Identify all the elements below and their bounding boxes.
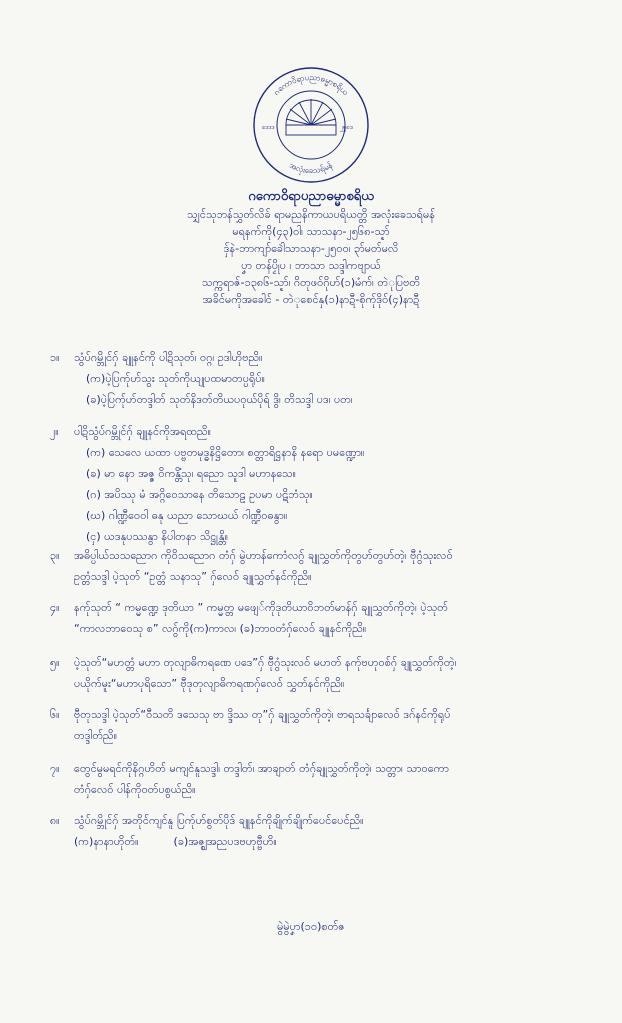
seal-right-text: ၂၅၈ဒ [340, 124, 353, 131]
question-subline: (က) သေလေ ယထာ ပဗ္ဗတမုဒ္ဓနိဋ္ဌိတော၊ စတ္တာရိဋ္ဌနာနိ နရော ပမဏ္ဍော။ [86, 446, 365, 459]
question-subline: ဥတ္တံသဒ္ဒါ ပဲ့သုတ် “ဥတ္တံ သနာသု” ဂှ်လေဝ် ချူသွှတ်နင်ကိုညိ။ [74, 570, 312, 583]
closing-note: မွဲမွဲပၞာ(၁၀)စတ်ဇ [277, 920, 345, 933]
header-line-4: ပၞာ တန်ပၟိုပ ၊ ဘာသာ သဒ္ဒါကဗျာယ် [241, 259, 381, 272]
question-text: နက်ုသုတ် “ ကမ္မဏ္ဍေ ဒုတိယာ ” ကမ္မတ္တ မဖျေ်ကိုဒုတိယာဝိဘတ်မာန်ဂှ် ချူသွှတ်ကိုတဲ့၊ ပဲ့သုတ် [74, 601, 448, 614]
question-text: ပဲ့သုတ်“မဟတ္တံ မဟာ တုလျာဓိကရဏေ ပဒေ”ဂှ် ဗီုဂွံသုးလဝ် မဟတ် နက်ုဗဟုဝစ်ဂှ် ချူသွှတ်ကိုတဲ့၊ [74, 656, 457, 669]
svg-text:အလုံးခေသရ်မန် [288, 159, 336, 177]
question-subline: “ကာလဘာဝေသု စ” လဂွ်ကို(က)ကာလ၊ (ခ)ဘာဝတံဂှ်လေဝ် ချူနင်ကိုညိ။ [74, 622, 367, 635]
question-number: ၁။ [50, 351, 60, 364]
header-line-5: သက္ကရာဇ်-၁၃၈၆-သ္ဍာ်၊ ဂိတုဖဝ်ဂိုဟ်(၁)မံက်၊ တဲုပြဗတိ [201, 276, 421, 289]
question-number: ၆။ [50, 708, 60, 721]
question-subline: (ငှ) ယဒနုပဿနွာ နိပါတနာ သိဋ္ဌုန္တိ။ [86, 530, 229, 543]
question-text: ဗီုတုသဒ္ဒါ ပဲ့သုတ်“ဝီသတိ ဒသေသု ဗာ ဒ္ဒိဿ တု”ဂှ် ချူသွှတ်ကိုတဲ့၊ ဗာရသင်္ချာလေဝ် ဒဂ်နင်ကိုရုပ် [74, 708, 451, 721]
seal-left-text: ဒေဒဒ [262, 124, 275, 131]
question-number: ၅။ [50, 656, 60, 669]
question-number: ၇။ [50, 762, 60, 775]
question-subline: (ခ) မာ နော အဇ္ဇ ဝိကန္တိံသု၊ ရညော သူဒါ မဟာနသေ။ [86, 467, 296, 480]
question-subline: (က)နာနာဟိုတ်။ (ခ)အဇ္ဈအညပဒဗဟုဗ္ဗီဟိ။ [74, 835, 277, 848]
question-subline: ပယိုက်မူး“မဟာပုရိသော” ဗီုဒုတုလျာဓိကရဏဂှ်လေဝ် သွှတ်နင်ကိုညိ။ [74, 677, 345, 690]
header-line-2: မရနက်ကို(၄၃)၀ါ၊ သာသနာ-၂၅၆၈-သ္ဍာ် [232, 225, 390, 238]
question-text: သွံပ်ဂမ္ဘိုင်ဂှ် အတိုင်ကျင်နူ ပြက်ုဟ်စွတ်ပိုဒ် ချူနင်ကိုချိုက်ချိုက်ပေင်ပေင်ညိ။ [74, 814, 364, 827]
question-number: ၈။ [50, 814, 60, 827]
question-subline: တံဂှ်လေဝ် ပါန်ကိုဝတ်ပစွယ်ညိ။ [74, 783, 196, 796]
exam-header [0, 188, 622, 308]
question-text: အဓိပ္ပါယ်သသညောဂ ကိုဝိသညောဂ တံဂှ် မွဲဟာန်ကောံလဂွ် ချူသွှတ်ကိုတွဟ်တွဟ်တဲ့၊ ဗီုဂွံသုးလဝ် [74, 549, 453, 562]
dharma-wheel-icon [252, 66, 370, 184]
question-text: သွံပ်ဂမ္ဘိုင်ဂှ် ချူနင်ကို ပါဍိသုတ်၊ ဝဂ္ဂ၊ ဥဒါဟိုဗညိ။ [74, 351, 263, 364]
header-line-1: သျှင်သုဘန်သွှတ်လိခ် ရာမညနိကာယပရိယတ္တိ အလုံးခေသရ်မန် [187, 208, 435, 221]
seal-bottom-text: အလုံးခေသရ်မန် [288, 160, 335, 176]
question-number: ၂။ [50, 425, 59, 438]
header-line-3: ဒှ်နဲ-ဘာကျာ်ခေါဲသာသနာ-၂၅၀၀၊ ၃ာ်မတ်မလိ [223, 242, 399, 255]
header-line-6: အခိင်မကိုအခေါင် - တဲုစေင်နှ(၁)နာဍီ-စိုက်ုဒိုဝ်(၄)နာဍီ [202, 293, 420, 306]
svg-text:ဂကောဝိရာပညာဓမ္မာစရိယ [272, 73, 350, 97]
question-subline: (က)ပဲ့ပြက်ုဟ်သွး သုတ်ကိုယျုပထမာတပ္ပရိုပ်။ [86, 372, 265, 385]
question-text: ပါဍိသွံပ်ဂမ္ဘိုင်ဂှ် ချူနင်ကိုအရထညိ။ [74, 425, 211, 438]
question-subline: (ဃ) ဂါဏ္ဍီဝေဝါ ဓနု ယညာ သောဃယ် ဂါဏ္ဍီဝဓနွာ။ [86, 509, 288, 522]
seal-top-text: ဂကောဝိရာပညာဓမ္မာစရိယ [271, 72, 351, 97]
question-number: ၄။ [50, 601, 60, 614]
institution-title: ဂကောဝိရာပညာဓမ္မာစရိယ [248, 189, 374, 204]
emblem-seal [252, 66, 370, 184]
question-subline: တဒ္ဒါတ်ညိ။ [74, 729, 118, 742]
question-number: ၃။ [50, 549, 60, 562]
question-subline: (ခ)ပဲ့ပြက်ုဟ်တဒ္ဒါတ် သုတ်နိဒတ်တိယပဝုယ်ပိုရ် ဒွိ၊ တိသဒ္ဒါ ပဒ၊ ပတ၊ [86, 393, 353, 406]
question-subline: (ဂ) အပိဿု မံ အဂ္ဂိဝေသာနေ တိသောဠ ဥပမာ ပဋိဘံသု။ [86, 488, 313, 501]
question-text: တွေင်မွမရင်ကိုနိဂ္ဂဟိတ် မကျင်နူသဒ္ဒါ၊ တဒ္ဒါတ်၊ အာချာတ် တံဂှ်ချူသွှတ်ကိုတဲ့၊ သတ္တာ၊ သာဝကော [74, 762, 449, 775]
